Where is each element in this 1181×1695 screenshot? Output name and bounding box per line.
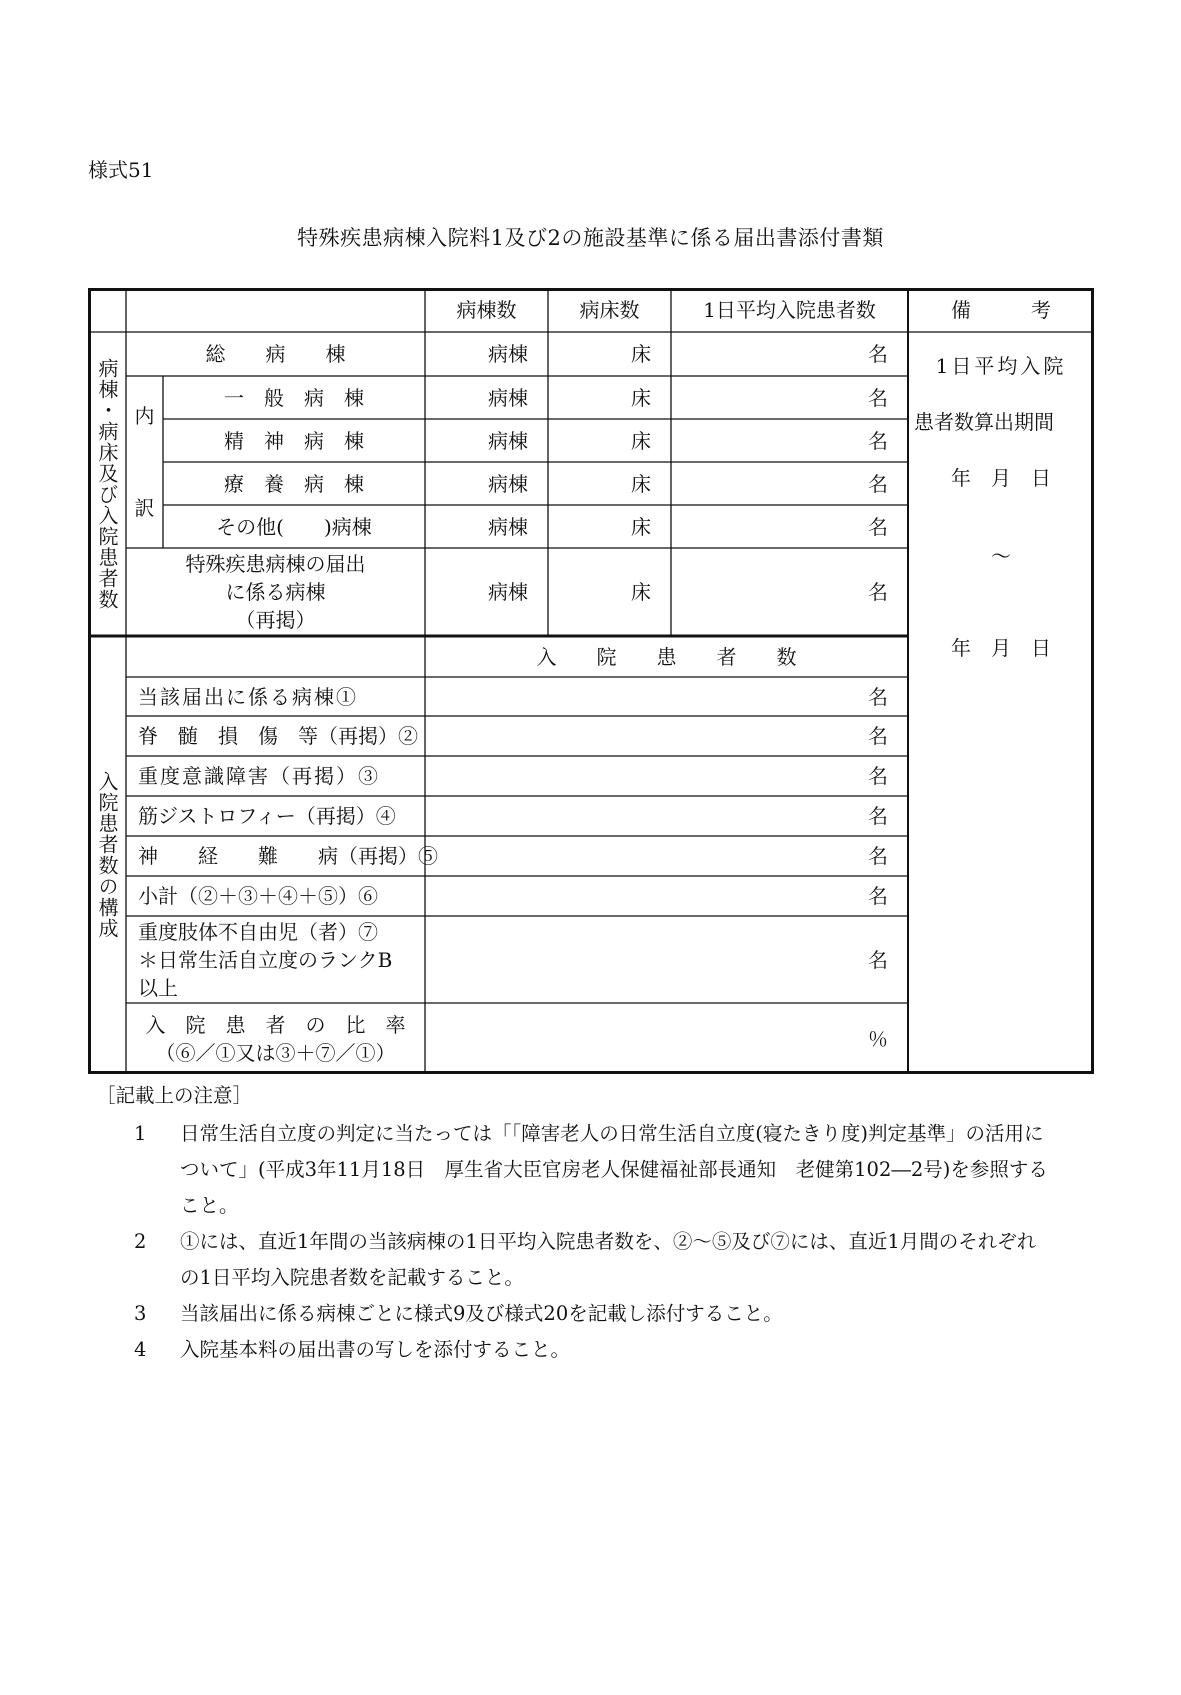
section2-header: 入 院 患 者 数 — [536, 644, 797, 669]
section2-label-text: 入院患者数の構成 — [95, 771, 119, 939]
note-number: 2 — [134, 1230, 147, 1253]
note-text: ①には、直近1年間の当該病棟の1日平均入院患者数を、②～⑤及び⑦には、直近1月間のそれぞれの1日平均入院患者数を記載すること。 — [180, 1230, 1037, 1289]
row-psychiatric-label: 精 神 病 棟 — [224, 428, 364, 453]
note-text: 当該届出に係る病棟ごとに様式9及び様式20を記載し添付すること。 — [180, 1302, 783, 1325]
row-psychiatric-bed-unit: 床 — [631, 428, 651, 453]
note-number: 1 — [134, 1122, 147, 1145]
row2-dystrophy-unit: 名 — [868, 804, 888, 828]
row2-neuro-label: 神 経 難 病（再掲）⑤ — [138, 844, 438, 868]
header-beds: 病床数 — [579, 298, 640, 322]
form-number: 様式51 — [88, 158, 154, 182]
remarks-line1: 1日平均入院 — [935, 354, 1067, 378]
facility-standards-table — [88, 288, 1094, 1074]
row-other-ward-unit: 病棟 — [488, 514, 528, 539]
row-longterm-ward-unit: 病棟 — [488, 471, 528, 496]
row2-dystrophy-label: 筋ジストロフィー（再掲）④ — [138, 804, 396, 828]
section2-label — [88, 636, 126, 1074]
note-item — [96, 1296, 1096, 1332]
row-total-bed-unit: 床 — [631, 342, 651, 366]
notes-heading: ［記載上の注意］ — [96, 1084, 253, 1107]
row-special-label: 特殊疾患病棟の届出 に係る病棟 （再掲） — [185, 552, 366, 632]
row2-disabled-unit: 名 — [868, 947, 888, 972]
remarks-tilde: ～ — [991, 544, 1011, 568]
row2-spinal-label: 脊 髄 損 傷 等（再掲）② — [138, 724, 418, 748]
row-total-ward-unit: 病棟 — [488, 342, 528, 366]
section1-label-text: 病棟・病床及び入院患者数 — [95, 358, 119, 610]
row2-ward-unit: 名 — [868, 684, 888, 709]
header-avg-patients: 1日平均入院患者数 — [703, 298, 876, 322]
breakdown-label-top: 内 — [134, 404, 155, 428]
document-title: 特殊疾患病棟入院料1及び2の施設基準に係る届出書添付書類 — [297, 226, 884, 250]
note-number: 4 — [134, 1338, 147, 1361]
row-other-bed-unit: 床 — [631, 514, 651, 539]
row2-subtotal-label: 小計（②＋③＋④＋⑤）⑥ — [138, 884, 378, 908]
header-remarks: 備 考 — [951, 298, 1051, 322]
remarks-line2: 患者数算出期間 — [914, 410, 1054, 434]
row-general-ward-unit: 病棟 — [488, 385, 528, 410]
notes-section — [96, 1080, 1096, 1368]
note-item — [96, 1224, 1096, 1296]
row2-spinal-unit: 名 — [868, 724, 888, 748]
note-item — [96, 1116, 1096, 1224]
row2-subtotal-unit: 名 — [868, 884, 888, 908]
row-total-label: 総 病 棟 — [205, 342, 346, 366]
note-number: 3 — [134, 1302, 147, 1325]
note-item — [96, 1332, 1096, 1368]
header-wards: 病棟数 — [456, 298, 517, 322]
row2-neuro-unit: 名 — [868, 844, 888, 868]
row-general-label: 一 般 病 棟 — [224, 385, 364, 410]
remarks-date-to: 年 月 日 — [951, 636, 1051, 660]
section1-label — [88, 332, 126, 636]
row-general-bed-unit: 床 — [631, 385, 651, 410]
row-psychiatric-ward-unit: 病棟 — [488, 428, 528, 453]
row-special-bed-unit: 床 — [631, 580, 651, 604]
breakdown-label-bottom: 訳 — [134, 496, 155, 520]
note-text: 入院基本料の届出書の写しを添付すること。 — [180, 1338, 571, 1361]
row-psychiatric-patient-unit: 名 — [868, 428, 888, 453]
row-special-patient-unit: 名 — [868, 580, 888, 604]
row2-disabled-label: 重度肢体不自由児（者）⑦ ＊日常生活自立度のランクB 以上 — [138, 919, 393, 1000]
row2-consciousness-unit: 名 — [868, 764, 888, 788]
row2-consciousness-label: 重度意識障害（再掲）③ — [138, 764, 380, 788]
row-longterm-bed-unit: 床 — [631, 471, 651, 496]
row2-ward-label: 当該届出に係る病棟① — [138, 684, 358, 709]
row2-ratio-label: 入 院 患 者 の 比 率 （⑥／①又は③＋⑦／①） — [145, 1012, 406, 1065]
row-total-patient-unit: 名 — [868, 342, 888, 366]
row2-ratio-unit: ％ — [868, 1026, 888, 1051]
note-text: 日常生活自立度の判定に当たっては「「障害老人の日常生活自立度(寝たきり度)判定基準」の活用について」(平成3年11月18日 厚生省大臣官房老人保健福祉部長通知 老健第102―2号)を参照すること。 — [180, 1122, 1048, 1217]
row-general-patient-unit: 名 — [868, 385, 888, 410]
remarks-date-from: 年 月 日 — [951, 466, 1051, 490]
row-special-ward-unit: 病棟 — [488, 580, 528, 604]
row-other-label: その他( )病棟 — [216, 514, 372, 539]
row-other-patient-unit: 名 — [868, 514, 888, 539]
row-longterm-label: 療 養 病 棟 — [224, 471, 364, 496]
row-longterm-patient-unit: 名 — [868, 471, 888, 496]
